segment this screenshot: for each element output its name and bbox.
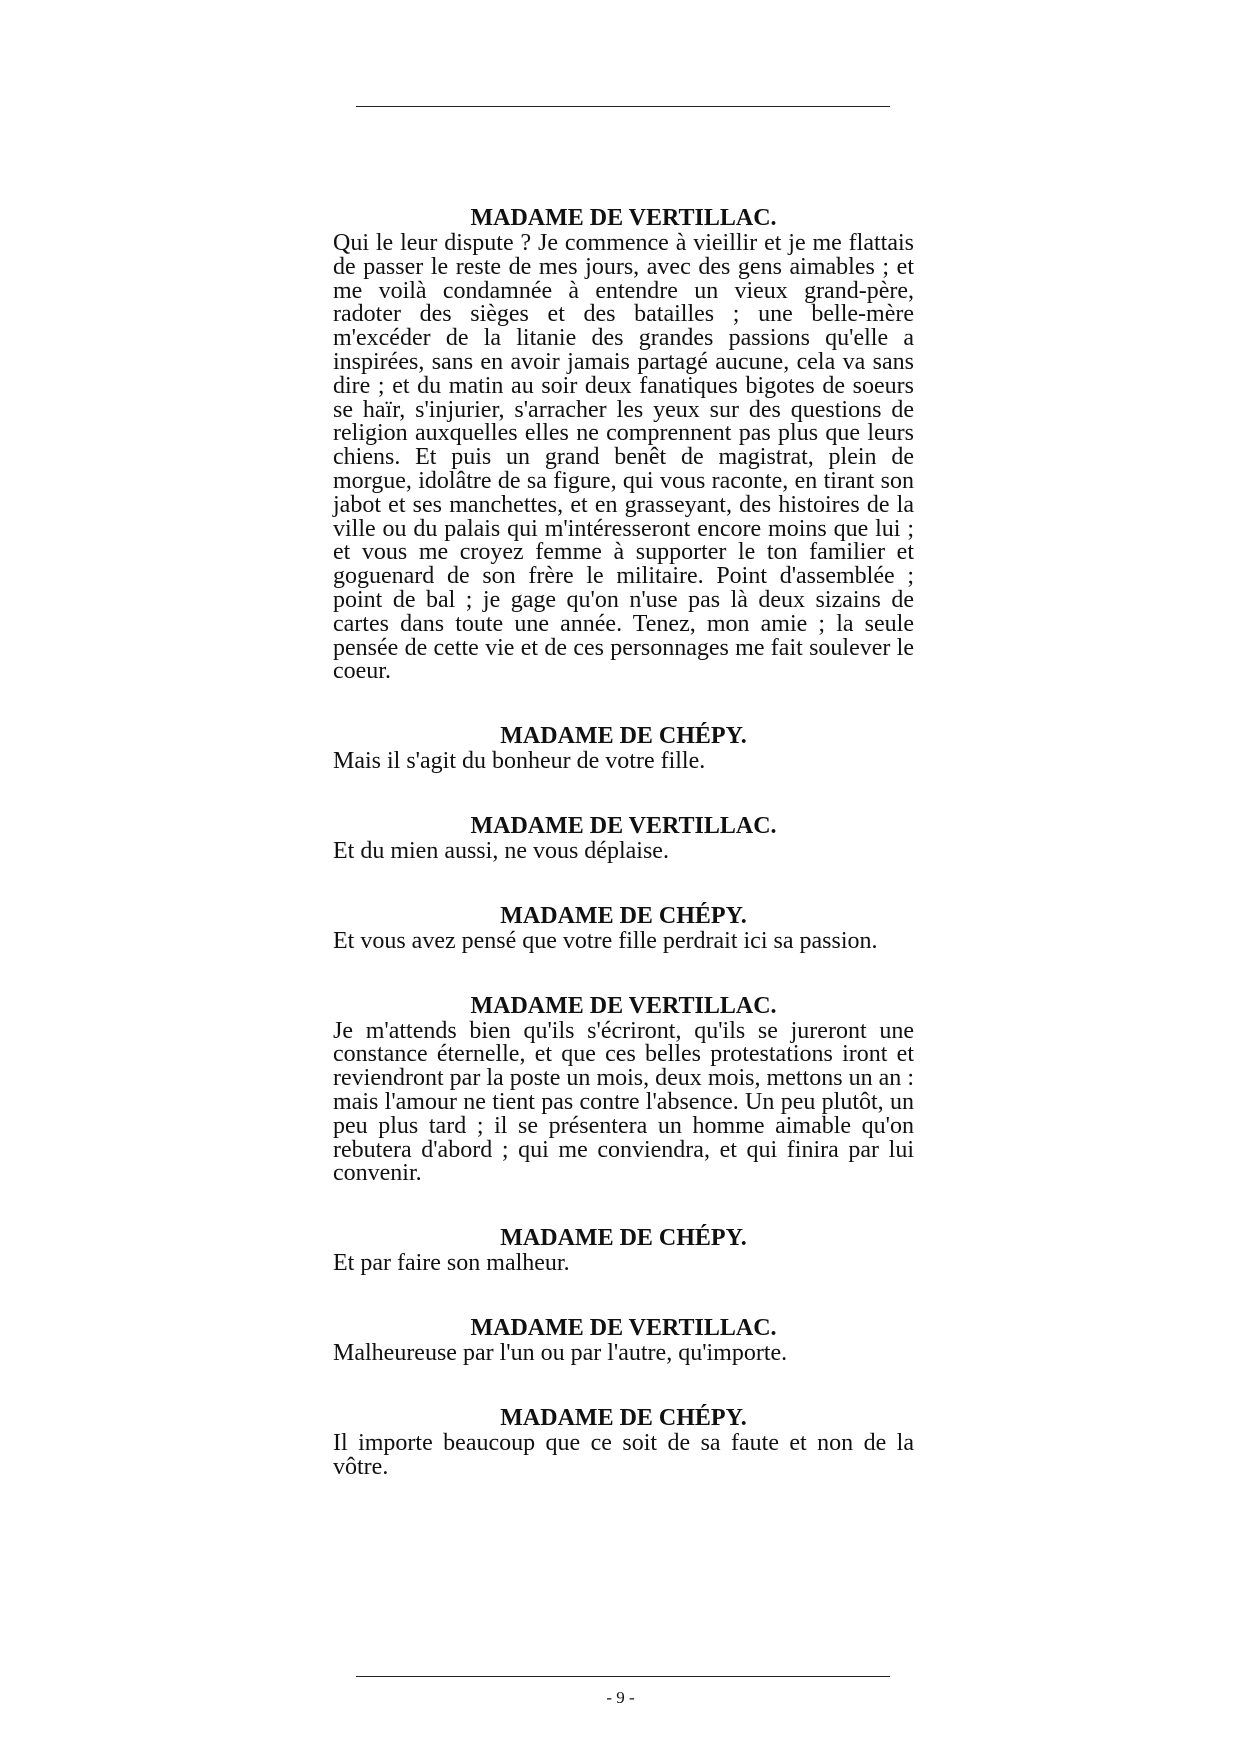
speaker-name: MADAME DE CHÉPY. <box>500 902 747 929</box>
speech-text: Il importe beaucoup que ce soit de sa faute et non de la vôtre. <box>333 1429 914 1480</box>
speech-text: Qui le leur dispute ? Je commence à vieillir et je me flattais de passer le reste de mes jours, avec des gens aimables ; et me voilà condamnée à entendre un vieux grand-père, radoter des sièges et des batailles ; une belle-mère m'excéder de la litanie des grandes passions qu'elle a inspirées, sans en avoir jamais partagé aucune, cela va sans dire ; et du matin au soir deux fanatiques bigotes de soeurs se haïr, s'injurier, s'arracher les yeux sur des questions de religion auxquelles elles ne comprennent pas plus que leurs chiens. Et puis un grand benêt de magistrat, plein de morgue, idolâtre de sa figure, qui vous raconte, en tirant son jabot et ses manchettes, et en grasseyant, des histoires de la ville ou du palais qui m'intéresseront encore moins que lui ; et vous me croyez femme à supporter le ton familier et goguenard de son frère le militaire. Point d'assemblée ; point de bal ; je gage qu'on n'use pas là deux sizains de cartes dans toute une année. Tenez, mon amie ; la seule pensée de cette vie et de ces personnages me fait soulever le coeur. <box>333 230 914 685</box>
speech-text: Je m'attends bien qu'ils s'écriront, qu'ils se jureront une constance éternelle, et que ces belles protestations iront et reviendront par la poste un mois, deux mois, mettons un an : mais l'amour ne tient pas contre l'absence. Un peu plutôt, un peu plus tard ; il se présentera un homme aimable qu'on rebutera d'abord ; qui me conviendra, et qui finira par lui convenir. <box>333 1017 914 1187</box>
speech-text: Malheureuse par l'un ou par l'autre, qu'importe. <box>333 1339 788 1366</box>
speaker-name: MADAME DE VERTILLAC. <box>470 1314 777 1341</box>
speaker-name: MADAME DE CHÉPY. <box>500 1404 747 1431</box>
dialogue-body <box>333 204 914 1517</box>
speech-block <box>333 902 914 954</box>
speech-block <box>333 1404 914 1480</box>
page-number: - 9 - <box>606 1688 635 1707</box>
speech-block <box>333 1224 914 1276</box>
speech-block <box>333 1314 914 1366</box>
speech-block <box>333 992 914 1187</box>
footer-rule <box>356 1676 890 1677</box>
speech-text: Mais il s'agit du bonheur de votre fille. <box>333 748 706 775</box>
header-rule <box>356 106 890 107</box>
speech-text: Et du mien aussi, ne vous déplaise. <box>333 837 669 864</box>
speaker-name: MADAME DE VERTILLAC. <box>470 812 777 839</box>
speech-text: Et vous avez pensé que votre fille perdrait ici sa passion. <box>333 927 878 954</box>
speech-block <box>333 722 914 774</box>
speaker-name: MADAME DE VERTILLAC. <box>470 205 777 231</box>
speaker-name: MADAME DE CHÉPY. <box>500 723 747 750</box>
speaker-name: MADAME DE CHÉPY. <box>500 1225 747 1252</box>
speaker-name: MADAME DE VERTILLAC. <box>470 992 777 1019</box>
speech-block <box>333 812 914 864</box>
speech-text: Et par faire son malheur. <box>333 1250 570 1277</box>
speech-block <box>333 204 914 684</box>
